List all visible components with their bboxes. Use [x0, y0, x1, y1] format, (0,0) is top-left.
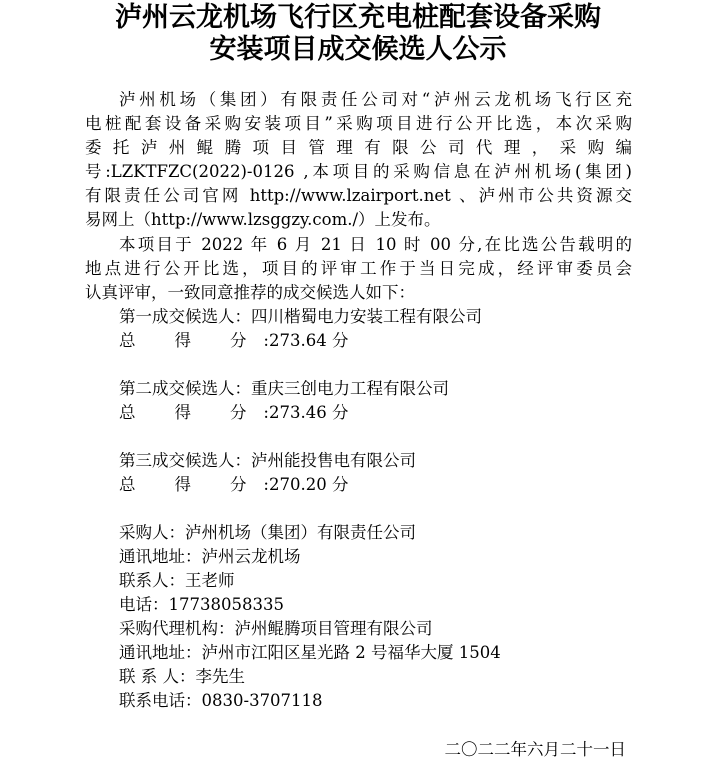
paragraph2-line-2: 地点进行公开比选，项目的评审工作于当日完成，经评审委员会 [85, 259, 632, 278]
candidate-3-name: 泸州能投售电有限公司 [251, 451, 416, 470]
candidate-2-rank: 第二成交候选人： [119, 379, 251, 398]
paragraph1-line-3: 委托泸州鲲腾项目管理有限公司代理，采购编 [85, 138, 632, 157]
agency-phone: 联系电话：0830-3707118 [119, 691, 323, 710]
purchaser-contact: 联系人：王老师 [119, 571, 235, 590]
purchaser-phone: 电话：17738058335 [119, 595, 284, 614]
candidate-3 [119, 449, 416, 473]
candidate-1-name: 四川楷蜀电力安装工程有限公司 [251, 307, 482, 326]
candidate-2 [119, 377, 449, 401]
candidate-2-name: 重庆三创电力工程有限公司 [251, 379, 449, 398]
purchaser: 采购人：泸州机场（集团）有限责任公司 [119, 523, 416, 542]
candidate-1-score: 273.64 分 [269, 331, 349, 350]
paragraph2-line-1: 本项目于 2022 年 6 月 21 日 10 时 00 分,在比选公告载明的 [119, 235, 632, 254]
candidate-3-rank: 第三成交候选人： [119, 451, 251, 470]
candidate-3-score-row [119, 473, 348, 497]
paragraph1-line-6: 易网上（http://www.lzsggzy.com./）上发布。 [85, 210, 441, 229]
purchaser-address: 通讯地址：泸州云龙机场 [119, 547, 301, 566]
candidate-3-score: 270.20 分 [269, 475, 349, 494]
agency: 采购代理机构：泸州鲲腾项目管理有限公司 [119, 619, 433, 638]
announcement-date: 二〇二二年六月二十一日 [444, 740, 626, 759]
paragraph1-line-1: 泸州机场（集团）有限责任公司对“泸州云龙机场飞行区充 [119, 90, 632, 109]
candidate-2-score: 273.46 分 [269, 403, 349, 422]
title-line-2: 安装项目成交候选人公示 [209, 34, 507, 65]
candidate-1-score-label: 总 得 分: [119, 331, 269, 350]
candidate-2-score-label: 总 得 分: [119, 403, 269, 422]
paragraph2-line-3: 认真评审，一致同意推荐的成交候选人如下： [85, 283, 415, 302]
candidate-1 [119, 305, 482, 329]
candidate-1-rank: 第一成交候选人： [119, 307, 251, 326]
paragraph1-line-4: 号:LZKTFZC(2022)-0126 ,本项目的采购信息在泸州机场(集团) [85, 162, 632, 181]
agency-contact: 联 系 人：李先生 [119, 667, 245, 686]
agency-address: 通讯地址：泸州市江阳区星光路 2 号福华大厦 1504 [119, 643, 501, 662]
candidate-3-score-label: 总 得 分: [119, 475, 269, 494]
paragraph1-line-5: 有限责任公司官网 http://www.lzairport.net 、泸州市公共资源交 [85, 186, 632, 205]
candidate-1-score-row [119, 329, 348, 353]
title-line-1: 泸州云龙机场飞行区充电桩配套设备采购 [115, 2, 601, 33]
candidate-2-score-row [119, 401, 348, 425]
paragraph1-line-2: 电桩配套设备采购安装项目”采购项目进行公开比选，本次采购 [85, 114, 632, 133]
